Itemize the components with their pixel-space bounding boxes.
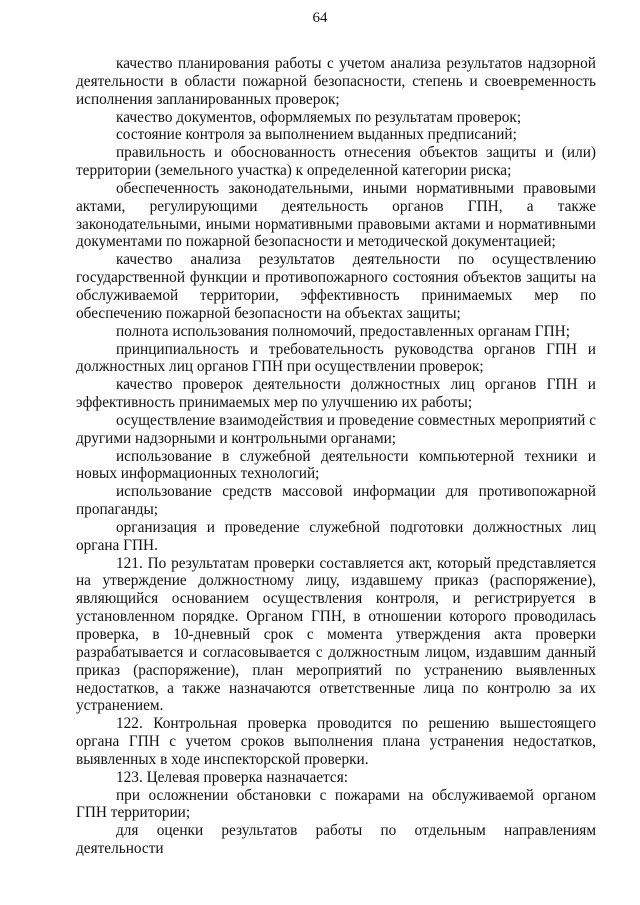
paragraph-11: использование в служебной деятельности компьютерной техники и новых информационных технологий; [76, 447, 596, 483]
paragraph-2: качество документов, оформляемых по результатам проверок; [116, 108, 522, 126]
page-number: 64 [312, 10, 328, 26]
paragraph-10: осуществление взаимодействия и проведение совместных мероприятий с другими надзорными и контрольными органами; [76, 411, 596, 447]
paragraph-5: обеспеченность законодательными, иными нормативными правовыми актами, регулирующими деятельность органов ГПН, а также законодательными, иными нормативными правовыми актами и нормативными документами по пожарной безопасности и методической документацией; [76, 179, 596, 251]
paragraph-123: 123. Целевая проверка назначается: [116, 768, 348, 786]
paragraph-122: 122. Контрольная проверка проводится по решению вышестоящего органа ГПН с учетом сроков выполнения плана устранения недостатков, выявленных в ходе инспекторской проверки. [76, 715, 596, 768]
paragraph-13: организация и проведение служебной подготовки должностных лиц органа ГПН. [76, 518, 596, 554]
paragraph-3: состояние контроля за выполнением выданных предписаний; [116, 126, 517, 144]
paragraph-8: принципиальность и требовательность руководства органов ГПН и должностных лиц органов ГПН при осуществлении проверок; [76, 340, 596, 376]
paragraph-121: 121. По результатам проверки составляется акт, который представляется на утверждение должностному лицу, издавшему приказ (распоряжение), являющийся основанием осуществления контроля, и регистрируется в установленном порядке. Органом ГПН, в отношении которого проводилась проверка, в 10-дневный срок с момента утверждения акта проверки разрабатывается и согласовывается с должностным лицом, издавшим данный приказ (распоряжение), план мероприятий по устранению выявленных недостатков, а также назначаются ответственные лица по контролю за их устранением. [76, 554, 596, 715]
paragraph-7: полнота использования полномочий, предоставленных органам ГПН; [116, 322, 570, 340]
paragraph-123-item-2: для оценки результатов работы по отдельным направлениям деятельности [76, 822, 596, 858]
paragraph-4: правильность и обоснованность отнесения объектов защиты и (или) территории (земельного участка) к определенной категории риска; [76, 144, 596, 180]
document-body [76, 55, 596, 858]
paragraph-6: качество анализа результатов деятельности по осуществлению государственной функции и противопожарного состояния объектов защиты на обслуживаемой территории, эффективность принимаемых мер по обеспечению пожарной безопасности на объектах защиты; [76, 251, 596, 322]
paragraph-1: качество планирования работы с учетом анализа результатов надзорной деятельности в области пожарной безопасности, степень и своевременность исполнения запланированных проверок; [76, 55, 596, 108]
paragraph-12: использование средств массовой информации для противопожарной пропаганды; [76, 483, 596, 519]
paragraph-9: качество проверок деятельности должностных лиц органов ГПН и эффективность принимаемых мер по улучшению их работы; [76, 376, 596, 412]
paragraph-123-item-1: при осложнении обстановки с пожарами на обслуживаемой органом ГПН территории; [76, 786, 596, 822]
